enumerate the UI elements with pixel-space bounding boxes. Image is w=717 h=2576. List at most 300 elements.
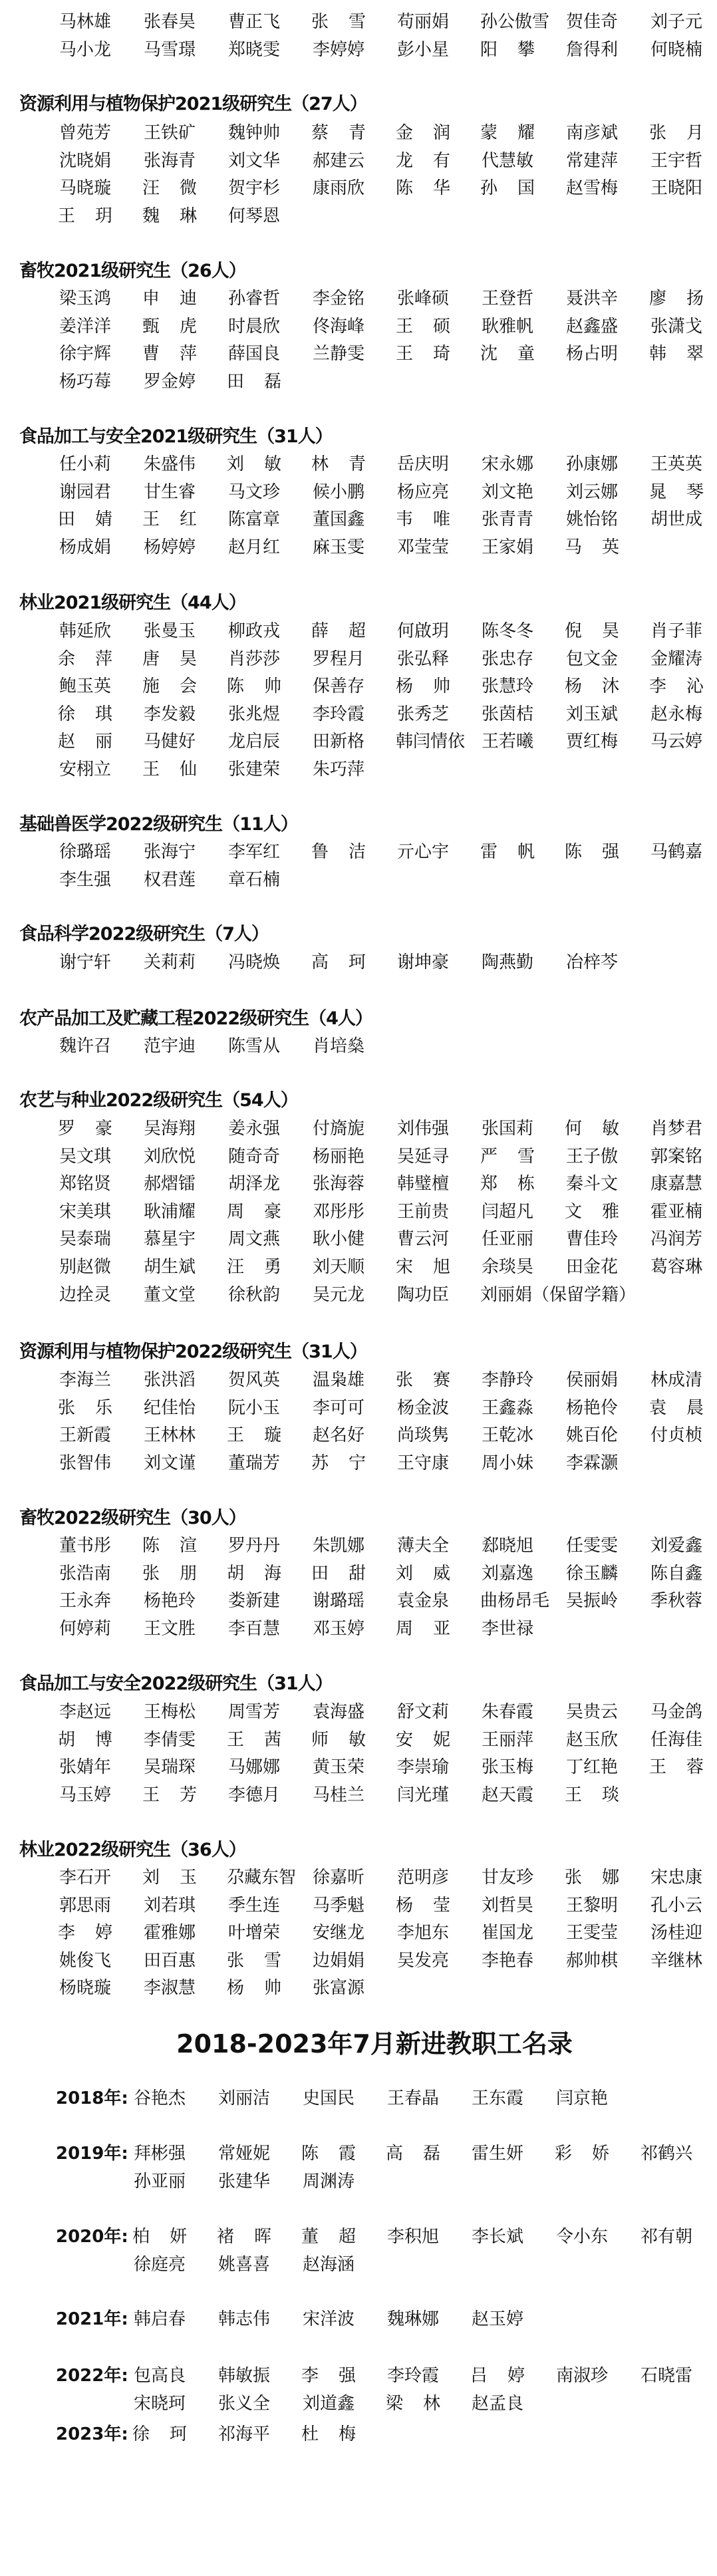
student-name: 杨应亮 xyxy=(396,482,449,502)
staff-name: 韩启春 xyxy=(133,2309,186,2329)
student-name: 王硕 xyxy=(396,316,450,337)
student-name: 李倩雯 xyxy=(143,1729,196,1750)
staff-name: 褚晖 xyxy=(217,2227,271,2247)
staff-name: 闫京艳 xyxy=(555,2088,608,2108)
student-name: 胡博 xyxy=(58,1729,112,1750)
staff-name: 祁鹤兴 xyxy=(640,2144,692,2164)
student-name: 李百慧 xyxy=(227,1618,280,1639)
staff-name: 徐庭亮 xyxy=(133,2255,186,2275)
student-name: 吴瑞琛 xyxy=(143,1757,196,1778)
student-name: 曹正飞 xyxy=(227,12,280,32)
student-name: 李静玲 xyxy=(481,1370,533,1390)
student-name: 吴振岭 xyxy=(565,1591,618,1612)
student-name: 徐秋韵 xyxy=(227,1284,280,1305)
student-name: 王红 xyxy=(142,509,197,530)
student-name: 刘哲昊 xyxy=(481,1895,533,1916)
student-name: 何琴恩 xyxy=(227,206,280,226)
student-name: 贺风英 xyxy=(227,1370,280,1390)
student-name: 吴延寻 xyxy=(396,1146,449,1167)
student-name: 张娜 xyxy=(565,1868,619,1888)
section-heading: 畜牧2022级研究生（30人） xyxy=(19,1508,246,1528)
student-name: 詹得利 xyxy=(565,39,618,60)
section-heading: 林业2022级研究生（36人） xyxy=(19,1840,246,1860)
student-name: 徐璐瑶 xyxy=(59,842,111,862)
student-name: 邓莹莹 xyxy=(396,537,449,557)
student-name: 张玉梅 xyxy=(481,1757,533,1778)
student-name: 甄虎 xyxy=(142,316,197,337)
student-name: 秦斗文 xyxy=(565,1174,618,1195)
student-name: 何敏 xyxy=(565,1119,619,1139)
student-name: 王铁矿 xyxy=(143,123,196,143)
student-name: 张兆煜 xyxy=(227,704,280,724)
student-name: 张雪 xyxy=(227,1950,281,1971)
staff-name: 宋晓珂 xyxy=(133,2394,186,2414)
student-name: 姜永强 xyxy=(227,1119,280,1139)
student-name: 阳攀 xyxy=(480,39,535,60)
student-name: 侯丽娟 xyxy=(565,1370,618,1390)
student-name: 张忠存 xyxy=(481,648,533,669)
student-name: 周豪 xyxy=(227,1201,281,1222)
student-name: 李可可 xyxy=(312,1397,364,1418)
student-name: 汪勇 xyxy=(227,1257,281,1277)
student-name: 谢宁轩 xyxy=(59,952,111,972)
student-name: 李旭东 xyxy=(396,1923,449,1943)
student-name: 马玉婷 xyxy=(59,1785,111,1805)
student-name: 刘若琪 xyxy=(143,1895,196,1916)
student-name: 赵名好 xyxy=(312,1425,364,1446)
student-name: 陈雪从 xyxy=(227,1036,280,1056)
year-label: 2019年: xyxy=(56,2144,128,2164)
student-name: 付贞桢 xyxy=(650,1425,702,1446)
student-name: 安栩立 xyxy=(59,760,111,780)
student-name: 温枭雄 xyxy=(312,1370,364,1390)
staff-name: 谷艳杰 xyxy=(133,2088,186,2108)
student-name: 罗金婷 xyxy=(143,371,196,392)
staff-name: 刘道鑫 xyxy=(302,2394,355,2414)
student-name: 严雪 xyxy=(480,1146,535,1167)
student-name: 杨丽艳 xyxy=(312,1146,364,1167)
staff-name: 令小东 xyxy=(555,2227,608,2247)
student-name: 马娜娜 xyxy=(227,1757,280,1778)
student-name: 王家娟 xyxy=(481,537,533,557)
student-name: 陈冬冬 xyxy=(481,621,533,641)
student-name: 孙睿哲 xyxy=(227,289,280,309)
student-name: 王新霞 xyxy=(59,1425,111,1446)
student-name: 陈富章 xyxy=(227,509,280,530)
student-name: 何婷莉 xyxy=(59,1618,111,1639)
student-name: 唐昊 xyxy=(142,648,197,669)
student-name: 汪微 xyxy=(142,178,197,199)
student-name: 谢坤豪 xyxy=(396,952,449,972)
staff-name: 李玲霞 xyxy=(386,2366,439,2386)
student-name: 张弘释 xyxy=(396,648,449,669)
student-name: 张青青 xyxy=(481,509,533,530)
student-name: 赵玉欣 xyxy=(565,1729,618,1750)
student-name: 吴发亮 xyxy=(396,1950,449,1971)
student-name: 王芳 xyxy=(142,1785,197,1805)
student-name: 胡生斌 xyxy=(143,1257,196,1277)
year-label: 2023年: xyxy=(56,2424,128,2444)
student-name: 随奇奇 xyxy=(227,1146,280,1167)
student-name: 曲杨昂毛 xyxy=(480,1591,550,1612)
student-name: 关莉莉 xyxy=(143,952,196,972)
student-name: 马季魁 xyxy=(312,1895,364,1916)
student-name: 边娟娟 xyxy=(312,1950,364,1971)
student-name: 王琰 xyxy=(565,1785,619,1805)
student-name: 刘文华 xyxy=(227,150,280,171)
student-name: 孙国 xyxy=(480,178,535,199)
staff-name: 南淑珍 xyxy=(555,2366,608,2386)
student-name: 金耀涛 xyxy=(650,648,702,669)
student-name: 李霖灏 xyxy=(565,1453,618,1473)
student-name: 丁红艳 xyxy=(565,1757,618,1778)
student-name: 蒙耀 xyxy=(480,123,535,143)
student-name: 李军红 xyxy=(227,842,280,862)
staff-name: 王春晶 xyxy=(386,2088,439,2108)
student-name: 张智伟 xyxy=(59,1453,111,1473)
student-name: 张雪 xyxy=(311,12,366,32)
student-name: 麻玉雯 xyxy=(312,537,364,557)
student-name: 刘嘉逸 xyxy=(481,1563,533,1584)
student-name: 雷帆 xyxy=(480,842,535,862)
student-name: 刘玉 xyxy=(142,1868,197,1888)
student-name: 胡泽龙 xyxy=(227,1174,280,1195)
student-name: 耿雅帆 xyxy=(481,316,533,337)
student-name: 马雪璟 xyxy=(143,39,196,60)
student-name: 陶燕勤 xyxy=(481,952,533,972)
student-name: 徐琪 xyxy=(58,704,112,724)
student-name: 龙有 xyxy=(396,150,450,171)
student-name: 贺宇杉 xyxy=(227,178,280,199)
staff-name: 雷生妍 xyxy=(471,2144,523,2164)
student-name: 韩延欣 xyxy=(59,621,111,641)
student-name: 章石楠 xyxy=(227,869,280,890)
student-name: 张月 xyxy=(649,123,704,143)
student-name: 佟海峰 xyxy=(312,316,364,337)
student-name: 谢璐瑶 xyxy=(312,1591,364,1612)
student-name: 王守康 xyxy=(396,1453,449,1473)
student-name: 施会 xyxy=(142,676,197,697)
student-name: 郭案铭 xyxy=(650,1146,702,1167)
student-name: 胡海 xyxy=(227,1563,281,1584)
student-name: 鲁洁 xyxy=(311,842,366,862)
student-name: 郝熠镭 xyxy=(143,1174,196,1195)
student-name: 陈自鑫 xyxy=(650,1563,702,1584)
student-name: 王乾冰 xyxy=(481,1425,533,1446)
student-name: 张海蓉 xyxy=(312,1174,364,1195)
student-name: 刘丽娟（保留学籍） xyxy=(480,1284,637,1305)
student-name: 刘子元 xyxy=(650,12,702,32)
student-name: 刘欣悦 xyxy=(143,1146,196,1167)
student-name: 李世禄 xyxy=(481,1618,533,1639)
student-name: 朱巧萍 xyxy=(312,760,364,780)
staff-name: 周渊涛 xyxy=(302,2172,355,2192)
student-name: 徐嘉昕 xyxy=(312,1868,364,1888)
student-name: 韩翠 xyxy=(649,344,704,364)
student-name: 杨成娟 xyxy=(59,537,111,557)
student-name: 杨帅 xyxy=(227,1978,281,1999)
student-name: 董书彤 xyxy=(59,1536,111,1556)
student-name: 杨金波 xyxy=(396,1397,449,1418)
section-heading: 食品科学2022级研究生（7人） xyxy=(19,924,269,944)
student-name: 边拴灵 xyxy=(59,1284,111,1305)
student-name: 廖扬 xyxy=(649,289,704,309)
student-name: 姚俊飞 xyxy=(59,1950,111,1971)
student-name: 刘文谨 xyxy=(143,1453,196,1473)
year-label: 2021年: xyxy=(56,2309,128,2329)
staff-name: 刘丽洁 xyxy=(217,2088,270,2108)
student-name: 季生连 xyxy=(227,1895,280,1916)
student-name: 陈强 xyxy=(565,842,619,862)
student-name: 付旖旎 xyxy=(312,1119,364,1139)
student-name: 张洪滔 xyxy=(143,1370,196,1390)
student-name: 范明彦 xyxy=(396,1868,449,1888)
student-name: 张慧玲 xyxy=(481,676,533,697)
staff-name: 祁海平 xyxy=(217,2424,270,2444)
student-name: 任亚丽 xyxy=(481,1229,533,1250)
student-name: 王梅松 xyxy=(143,1702,196,1722)
student-name: 耿小健 xyxy=(312,1229,364,1250)
student-name: 杨艳伶 xyxy=(565,1397,618,1418)
student-name: 杨占明 xyxy=(565,344,618,364)
student-name: 徐宇辉 xyxy=(59,344,111,364)
student-name: 杨艳玲 xyxy=(143,1591,196,1612)
student-name: 王文胜 xyxy=(143,1618,196,1639)
student-name: 田百惠 xyxy=(143,1950,196,1971)
student-name: 陈帅 xyxy=(227,676,281,697)
student-name: 孙康娜 xyxy=(565,454,618,474)
student-name: 龙启辰 xyxy=(227,732,280,752)
student-name: 田甜 xyxy=(311,1563,366,1584)
student-name: 张赛 xyxy=(396,1370,450,1390)
student-name: 任海佳 xyxy=(650,1729,702,1750)
student-name: 候小鹏 xyxy=(312,482,364,502)
student-name: 姚怡铭 xyxy=(565,509,618,530)
staff-name: 李强 xyxy=(301,2366,356,2386)
student-name: 娄新建 xyxy=(227,1591,280,1612)
student-name: 包文金 xyxy=(565,648,618,669)
staff-list-title: 2018-2023年7月新进教职工名录 xyxy=(176,2029,573,2059)
section-heading: 资源利用与植物保护2022级研究生（31人） xyxy=(19,1342,367,1362)
student-name: 季秋蓉 xyxy=(650,1591,702,1612)
staff-name: 赵海涵 xyxy=(302,2255,355,2275)
student-name: 康嘉慧 xyxy=(650,1174,702,1195)
student-name: 宋美琪 xyxy=(59,1201,111,1222)
student-name: 董国鑫 xyxy=(312,509,364,530)
student-name: 贾红梅 xyxy=(565,732,618,752)
student-name: 袁金泉 xyxy=(396,1591,449,1612)
student-name: 肖莎莎 xyxy=(227,648,280,669)
staff-name: 董超 xyxy=(301,2227,356,2247)
student-name: 南彦斌 xyxy=(565,123,618,143)
student-name: 陶功臣 xyxy=(396,1284,449,1305)
student-name: 孔小云 xyxy=(650,1895,702,1916)
student-name: 王登哲 xyxy=(481,289,533,309)
staff-name: 张义全 xyxy=(217,2394,270,2414)
student-name: 李石开 xyxy=(59,1868,111,1888)
student-name: 霍雅娜 xyxy=(143,1923,196,1943)
student-name: 杨沐 xyxy=(565,676,619,697)
student-name: 刘云娜 xyxy=(565,482,618,502)
student-name: 赵鑫盛 xyxy=(565,316,618,337)
student-name: 邓彤彤 xyxy=(312,1201,364,1222)
student-name: 朱春霞 xyxy=(481,1702,533,1722)
student-name: 王玥 xyxy=(58,206,112,226)
student-name: 宋永娜 xyxy=(481,454,533,474)
student-name: 周亚 xyxy=(396,1618,450,1639)
student-name: 吴元龙 xyxy=(312,1284,364,1305)
student-name: 安妮 xyxy=(396,1729,450,1750)
section-heading: 农产品加工及贮藏工程2022级研究生（4人） xyxy=(19,1008,372,1029)
student-name: 肖梦君 xyxy=(650,1119,702,1139)
student-name: 闫超凡 xyxy=(481,1201,533,1222)
student-name: 赵丽 xyxy=(58,732,112,752)
student-name: 冶梓芩 xyxy=(565,952,618,972)
student-name: 彭小星 xyxy=(396,39,449,60)
student-name: 何啟玥 xyxy=(396,621,449,641)
student-name: 陈渲 xyxy=(142,1536,197,1556)
student-name: 陈华 xyxy=(396,178,450,199)
student-name: 肖子菲 xyxy=(650,621,702,641)
student-name: 韦唯 xyxy=(396,509,450,530)
student-name: 苏宁 xyxy=(311,1453,366,1473)
staff-name: 张建华 xyxy=(217,2172,270,2192)
student-name: 张浩南 xyxy=(59,1563,111,1584)
staff-name: 柏妍 xyxy=(132,2227,187,2247)
student-name: 田金花 xyxy=(565,1257,618,1277)
student-name: 董文堂 xyxy=(143,1284,196,1305)
student-name: 冯润芳 xyxy=(650,1229,702,1250)
student-name: 崔国龙 xyxy=(481,1923,533,1943)
student-name: 王琦 xyxy=(396,344,450,364)
student-name: 赵月红 xyxy=(227,537,280,557)
student-name: 王雯莹 xyxy=(565,1923,618,1943)
student-name: 范宇迪 xyxy=(143,1036,196,1056)
student-name: 董瑞芳 xyxy=(227,1453,280,1473)
student-name: 王前贵 xyxy=(396,1201,449,1222)
student-name: 康雨欣 xyxy=(312,178,364,199)
student-name: 曹萍 xyxy=(142,344,197,364)
section-heading: 食品加工与安全2021级研究生（31人） xyxy=(19,426,333,447)
student-name: 王鑫淼 xyxy=(481,1397,533,1418)
student-name: 代慧敏 xyxy=(481,150,533,171)
student-name: 薛国良 xyxy=(227,344,280,364)
student-name: 李婷 xyxy=(58,1923,112,1943)
staff-name: 石晓雷 xyxy=(640,2366,692,2386)
student-name: 罗豪 xyxy=(58,1119,112,1139)
staff-name: 吕婷 xyxy=(470,2366,525,2386)
student-name: 郭思雨 xyxy=(59,1895,111,1916)
student-name: 郄晓旭 xyxy=(481,1536,533,1556)
student-name: 郑铭贤 xyxy=(59,1174,111,1195)
student-name: 岳庆明 xyxy=(396,454,449,474)
student-name: 辛继林 xyxy=(650,1950,702,1971)
student-name: 赵永梅 xyxy=(650,704,702,724)
staff-name: 杜梅 xyxy=(301,2424,356,2444)
student-name: 吴贵云 xyxy=(565,1702,618,1722)
student-name: 冯晓焕 xyxy=(227,952,280,972)
student-name: 金润 xyxy=(396,123,450,143)
student-name: 周文燕 xyxy=(227,1229,280,1250)
student-name: 李艳春 xyxy=(481,1950,533,1971)
student-name: 时晨欣 xyxy=(227,316,280,337)
student-name: 肖培燊 xyxy=(312,1036,364,1056)
student-name: 马英 xyxy=(565,537,619,557)
student-name: 王晓阳 xyxy=(650,178,702,199)
student-name: 吴海翔 xyxy=(143,1119,196,1139)
student-name: 刘玉斌 xyxy=(565,704,618,724)
staff-name: 魏琳娜 xyxy=(386,2309,439,2329)
section-heading: 林业2021级研究生（44人） xyxy=(19,593,246,613)
student-name: 马文珍 xyxy=(227,482,280,502)
student-name: 甘友珍 xyxy=(481,1868,533,1888)
student-name: 姚百伦 xyxy=(565,1425,618,1446)
staff-name: 宋洋波 xyxy=(302,2309,355,2329)
student-name: 姜洋洋 xyxy=(59,316,111,337)
student-name: 霍亚楠 xyxy=(650,1201,702,1222)
section-heading: 畜牧2021级研究生（26人） xyxy=(19,261,246,281)
student-name: 倪昊 xyxy=(565,621,619,641)
student-name: 谢园君 xyxy=(59,482,111,502)
student-name: 韩璧檀 xyxy=(396,1174,449,1195)
student-name: 任雯雯 xyxy=(565,1536,618,1556)
staff-name: 韩志伟 xyxy=(217,2309,270,2329)
student-name: 何晓楠 xyxy=(650,39,702,60)
student-name: 闫光瑾 xyxy=(396,1785,449,1805)
student-name: 罗丹丹 xyxy=(227,1536,280,1556)
student-name: 田磊 xyxy=(227,371,281,392)
student-name: 孙公傲雪 xyxy=(480,12,550,32)
student-name: 张秀芝 xyxy=(396,704,449,724)
student-name: 李玲霞 xyxy=(312,704,364,724)
student-name: 余萍 xyxy=(58,648,112,669)
student-name: 魏许召 xyxy=(59,1036,111,1056)
student-name: 吴文琪 xyxy=(59,1146,111,1167)
student-name: 张海宁 xyxy=(143,842,196,862)
student-name: 杨晓璇 xyxy=(59,1978,111,1999)
staff-name: 常娅妮 xyxy=(217,2144,270,2164)
student-name: 王宇哲 xyxy=(650,150,702,171)
staff-name: 赵玉婷 xyxy=(471,2309,523,2329)
student-name: 郝建云 xyxy=(312,150,364,171)
student-name: 林青 xyxy=(311,454,366,474)
student-name: 马鹤嘉 xyxy=(650,842,702,862)
student-name: 周小妹 xyxy=(481,1453,533,1473)
student-name: 朱盛伟 xyxy=(143,454,196,474)
staff-name: 拜彬强 xyxy=(133,2144,186,2164)
student-name: 耿浦耀 xyxy=(143,1201,196,1222)
student-name: 李淑慧 xyxy=(143,1978,196,1999)
student-name: 宋旭 xyxy=(396,1257,450,1277)
staff-name: 包高良 xyxy=(133,2366,186,2386)
student-name: 王蓉 xyxy=(649,1757,704,1778)
staff-name: 梁林 xyxy=(386,2394,440,2414)
student-name: 李发毅 xyxy=(143,704,196,724)
student-name: 舒文莉 xyxy=(396,1702,449,1722)
student-name: 王丽萍 xyxy=(481,1729,533,1750)
student-name: 张朋 xyxy=(142,1563,197,1584)
student-name: 杨婷婷 xyxy=(143,537,196,557)
staff-name: 赵孟良 xyxy=(471,2394,523,2414)
student-name: 李赵远 xyxy=(59,1702,111,1722)
student-name: 杨帅 xyxy=(396,676,450,697)
student-name: 邓玉婷 xyxy=(312,1618,364,1639)
student-name: 苟丽娟 xyxy=(396,12,449,32)
student-name: 马桂兰 xyxy=(312,1785,364,1805)
student-name: 赵雪梅 xyxy=(565,178,618,199)
staff-name: 王东霞 xyxy=(471,2088,523,2108)
student-name: 阮小玉 xyxy=(227,1397,280,1418)
